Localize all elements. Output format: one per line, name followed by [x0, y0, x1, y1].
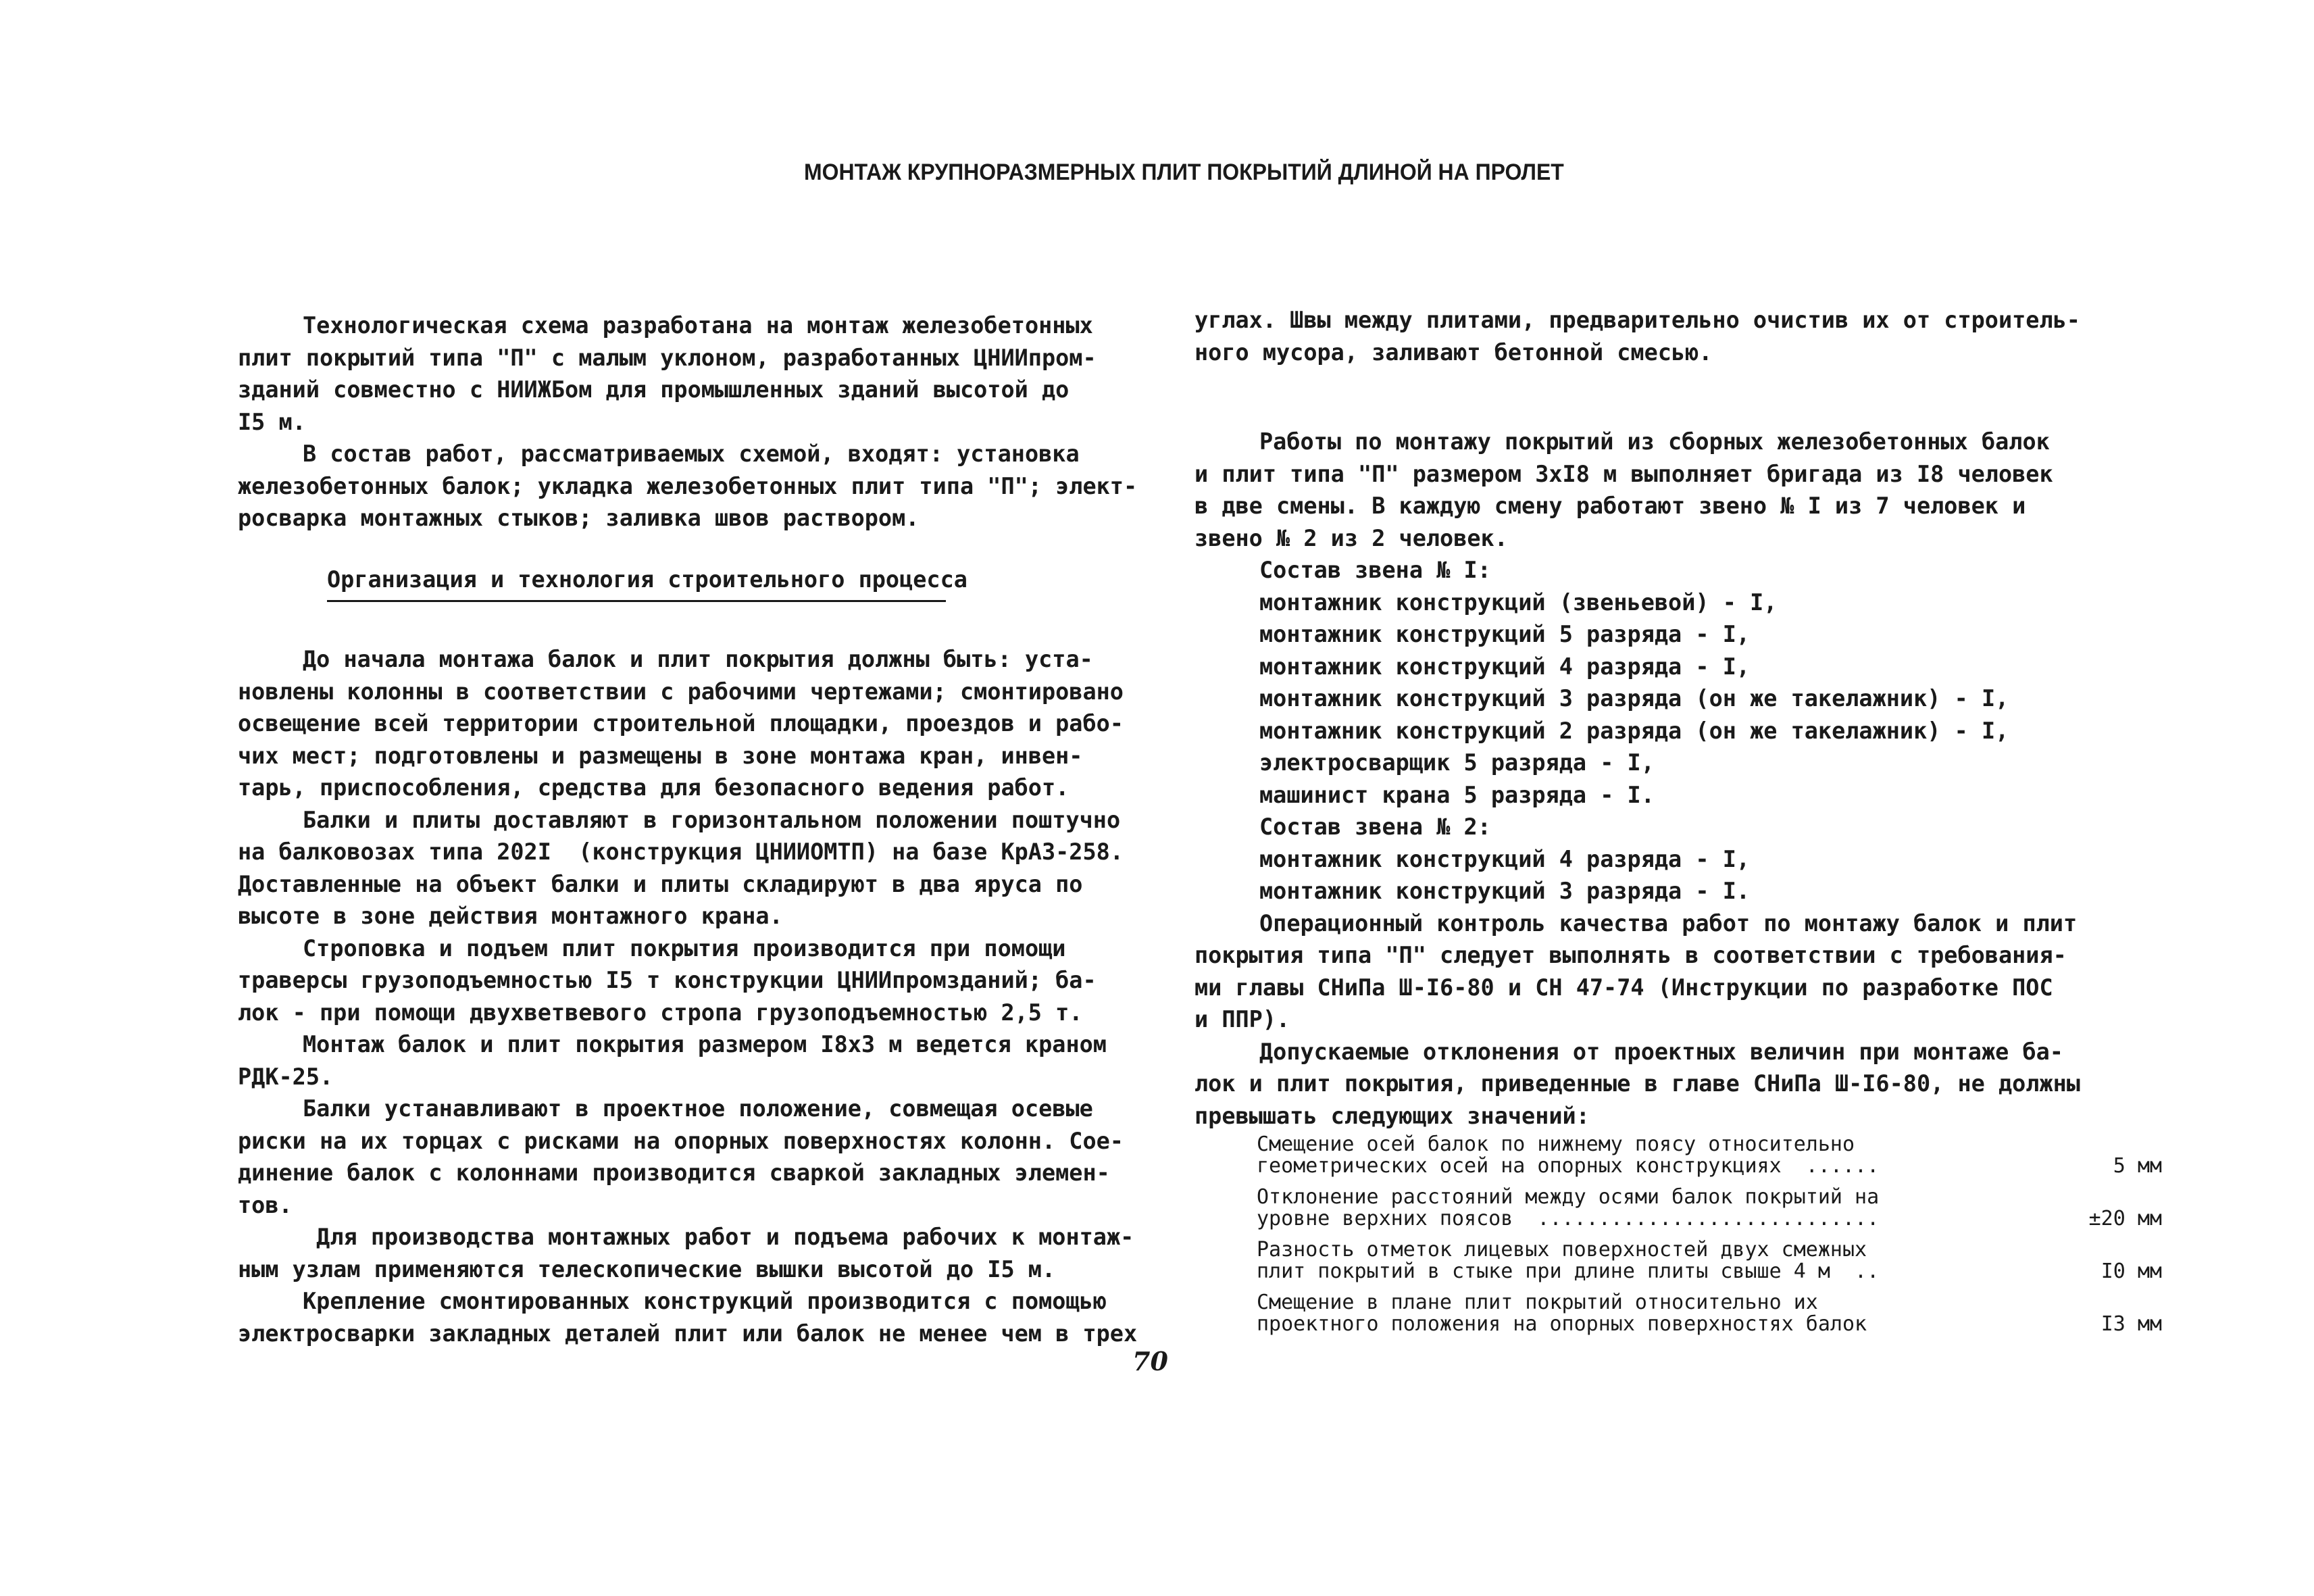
- heading-underline: [327, 600, 946, 602]
- tolerance-item: [1257, 1291, 2162, 1336]
- tolerance-description: геометрических осей на опорных конструкциях ......: [1257, 1154, 1880, 1178]
- tolerance-item: [1257, 1185, 2162, 1230]
- tolerance-value: 5 мм: [2113, 1154, 2162, 1178]
- right-column: [1194, 304, 2080, 368]
- text-line: углах. Швы между плитами, предварительно очистив их от строитель-: [1194, 307, 2080, 333]
- page-title: МОНТАЖ КРУПНОРАЗМЕРНЫХ ПЛИТ ПОКРЫТИЙ ДЛИНОЙ НА ПРОЛЕТ: [804, 159, 1564, 185]
- tolerance-description: уровне верхних поясов ............................: [1257, 1207, 1880, 1230]
- right-body-column: [1194, 426, 2080, 1132]
- text-line: Операционный контроль качества работ по монтажу балок и плит: [1259, 909, 2078, 937]
- text-line: монтажник конструкций (звеньевой) - I,: [1259, 589, 1778, 616]
- text-line: ным узлам применяются телескопические вышки высотой до I5 м.: [238, 1255, 1056, 1282]
- tolerance-value: ±20 мм: [2088, 1207, 2162, 1230]
- text-line: траверсы грузоподъемностью I5 т конструкции ЦНИИпромзданий; ба-: [238, 967, 1097, 993]
- text-line: Балки устанавливают в проектное положение, совмещая осевые: [303, 1095, 1093, 1122]
- text-line: монтажник конструкций 3 разряда (он же такелажник) - I,: [1259, 685, 2009, 712]
- tolerance-description: плит покрытий в стыке при длине плиты свыше 4 м ..: [1257, 1260, 1880, 1283]
- page-number: 70: [1132, 1346, 1168, 1376]
- text-line: Монтаж балок и плит покрытия размером I8х3 м ведется краном: [303, 1031, 1107, 1057]
- tolerance-item: [1257, 1132, 2162, 1178]
- text-line: на балковозах типа 202I (конструкция ЦНИИОМТП) на базе КрАЗ-258.: [238, 839, 1124, 865]
- text-line: тарь, приспособления, средства для безопасного ведения работ.: [238, 774, 1070, 801]
- section-heading: Организация и технология строительного процесса: [327, 566, 967, 593]
- text-line: монтажник конструкций 5 разряда - I,: [1259, 621, 1751, 647]
- text-line: в две смены. В каждую смену работают звено № I из 7 человек и: [1194, 493, 2026, 519]
- text-line: Состав звена № I:: [1259, 557, 1491, 583]
- text-line: ного мусора, заливают бетонной смесью.: [1194, 339, 1713, 366]
- text-line: лок и плит покрытия, приведенные в главе СНиПа Ш-I6-80, не должны: [1194, 1070, 2080, 1097]
- text-line: Допускаемые отклонения от проектных величин при монтаже ба-: [1259, 1038, 2063, 1065]
- intro-text: [238, 309, 1137, 534]
- text-line: В состав работ, рассматриваемых схемой, входят: установка: [303, 441, 1080, 467]
- text-line: монтажник конструкций 4 разряда - I,: [1259, 653, 1751, 680]
- tolerance-description: Отклонение расстояний между осями балок покрытий на: [1257, 1185, 1880, 1209]
- text-line: До начала монтажа балок и плит покрытия должны быть: уста-: [303, 646, 1093, 672]
- text-line: монтажник конструкций 3 разряда - I.: [1259, 878, 1751, 904]
- body-text: [238, 643, 1137, 1349]
- text-line: и ППР).: [1194, 1006, 1290, 1032]
- text-line: чих мест; подготовлены и размещены в зоне монтажа кран, инвен-: [238, 742, 1083, 769]
- text-line: тов.: [238, 1191, 293, 1218]
- text-line: покрытия типа "П" следует выполнять в соответствии с требования-: [1194, 942, 2067, 968]
- text-line: Состав звена № 2:: [1259, 814, 1491, 840]
- text-line: железобетонных балок; укладка железобетонных плит типа "П"; элект-: [238, 472, 1138, 499]
- text-line: превышать следующих значений:: [1194, 1102, 1590, 1129]
- text-line: росварка монтажных стыков; заливка швов раствором.: [238, 505, 920, 531]
- text-line: монтажник конструкций 2 разряда (он же такелажник) - I,: [1259, 717, 2009, 744]
- text-line: освещение всей территории строительной площадки, проездов и рабо-: [238, 710, 1124, 737]
- text-line: Для производства монтажных работ и подъема рабочих к монтаж-: [303, 1224, 1134, 1250]
- tolerance-item: [1257, 1238, 2162, 1283]
- text-line: Балки и плиты доставляют в горизонтальном положении поштучно: [303, 806, 1121, 833]
- text-line: динение балок с колоннами производится сваркой закладных элемен-: [238, 1159, 1110, 1186]
- text-line: Работы по монтажу покрытий из сборных железобетонных балок: [1259, 428, 2050, 455]
- tolerance-value: I0 мм: [2101, 1260, 2162, 1283]
- tolerance-description: Смещение в плане плит покрытий относительно их: [1257, 1291, 1818, 1314]
- text-line: Крепление смонтированных конструкций производится с помощью: [303, 1288, 1107, 1314]
- tolerance-description: Смещение осей балок по нижнему поясу относительно: [1257, 1132, 1855, 1156]
- text-line: машинист крана 5 разряда - I.: [1259, 781, 1655, 808]
- left-body-column: [238, 643, 1137, 1349]
- text-line: монтажник конструкций 4 разряда - I,: [1259, 845, 1751, 872]
- text-line: риски на их торцах с рисками на опорных поверхностях колонн. Сое-: [238, 1127, 1124, 1154]
- text-line: ми главы СНиПа Ш-I6-80 и СН 47-74 (Инструкции по разработке ПОС: [1194, 974, 2053, 1001]
- text-line: Технологическая схема разработана на монтаж железобетонных: [303, 312, 1093, 339]
- text-line: и плит типа "П" размером 3хI8 м выполняет бригада из I8 человек: [1194, 460, 2053, 487]
- left-column: [238, 309, 1137, 534]
- continuation-text: [1194, 304, 2080, 368]
- tolerance-list: [1257, 1132, 2162, 1345]
- text-line: зданий совместно с НИИЖБом для промышленных зданий высотой до: [238, 376, 1070, 403]
- text-line: лок - при помощи двухветвевого стропа грузоподъемностью 2,5 т.: [238, 999, 1083, 1026]
- text-line: звено № 2 из 2 человек.: [1194, 524, 1508, 551]
- text-line: Доставленные на объект балки и плиты складируют в два яруса по: [238, 870, 1083, 897]
- text-line: новлены колонны в соответствии с рабочими чертежами; смонтировано: [238, 678, 1124, 705]
- text-line: РДК-25.: [238, 1063, 334, 1090]
- tolerance-value: I3 мм: [2101, 1312, 2162, 1336]
- text-line: высоте в зоне действия монтажного крана.: [238, 903, 783, 929]
- crew-text: [1194, 426, 2080, 1132]
- text-line: электросварки закладных деталей плит или балок не менее чем в трех: [238, 1320, 1138, 1347]
- text-line: электросварщик 5 разряда - I,: [1259, 749, 1655, 776]
- tolerance-description: Разность отметок лицевых поверхностей двух смежных: [1257, 1238, 1867, 1262]
- text-line: плит покрытий типа "П" с малым уклоном, разработанных ЦНИИпром-: [238, 344, 1097, 371]
- text-line: Строповка и подъем плит покрытия производится при помощи: [303, 934, 1066, 962]
- text-line: I5 м.: [238, 408, 306, 435]
- tolerance-description: проектного положения на опорных поверхностях балок: [1257, 1312, 1867, 1336]
